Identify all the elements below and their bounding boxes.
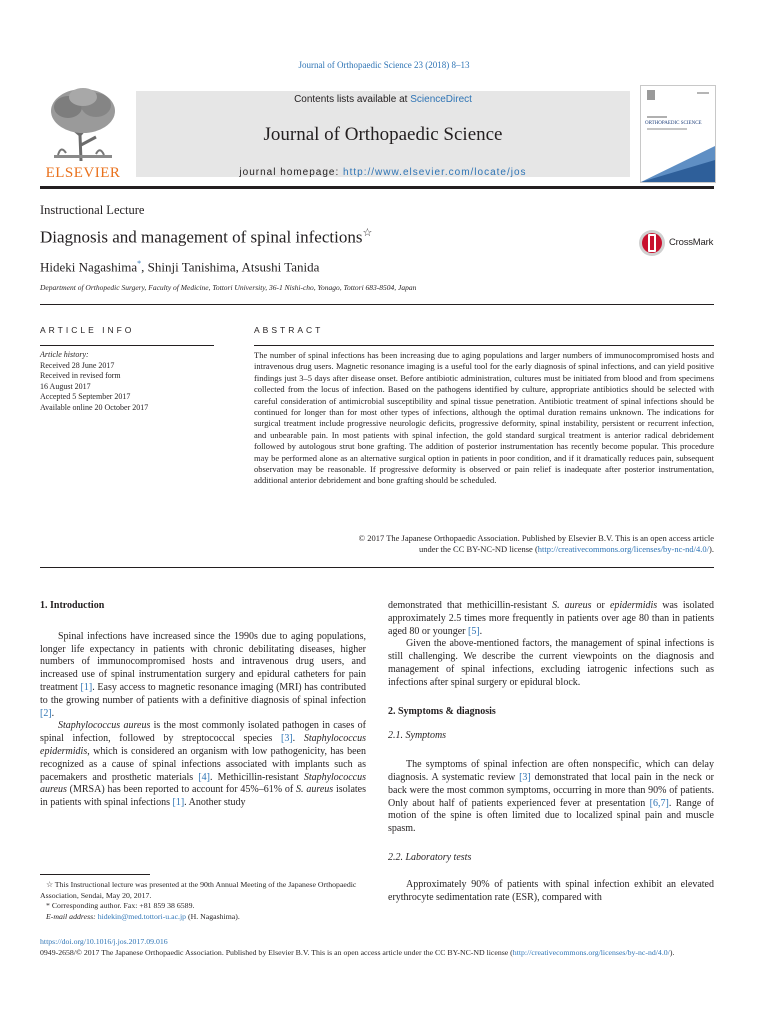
journal-cover-art [641,86,715,182]
body-column-left [40,600,366,810]
elsevier-logo[interactable] [40,85,126,183]
section-heading-introduction: 1. Introduction [40,600,105,611]
journal-reference[interactable]: Journal of Orthopaedic Science 23 (2018) 8–13 [298,60,470,70]
doi-link[interactable]: https://doi.org/10.1016/j.jos.2017.09.016 [40,937,168,946]
sciencedirect-link[interactable]: ScienceDirect [410,94,472,105]
issn-suffix: ). [669,948,675,957]
history-item: 16 August 2017 [40,381,91,391]
abstract-body: The number of spinal infections has been increasing due to aging populations and larger numbers of immunocompromised hosts and intravenous drug users. Magnetic resonance imaging is a useful tool for the early diagnosis of spinal infections, and can yield positive findings just 3–5 days after disease onset. Before antibiotic administration, cultures must be initiated from blood and from specimens collected from the locus of infection. Based on the pathogens identified by culture, appropriate antibiotics should be selected with careful consideration of antimicrobial susceptibility and spinal tissue penetration. Antibiotic treatment of spinal infections should be continued for longer than for most other types of infections, although the optimal duration remains unknown. The indications for surgical treatment include progressive neurologic deficits, progressive deformity, spinal instability, persistent or recurrent infection, and unbearable pain. In most patients with spinal infection, the gold standard surgical treatment is anterior radical debridement followed by autologous strut bone grafting. The addition of posterior instrumentation has recently become popular. This procedure may be performed alone as an alternative surgical option in patients in poor condition, and if it dramatically reduces pain, subsequent observation may be reasonable. If progressive deformity is observed or pain relief is inadequate after posterior instrumentation, additional anterior debridement and bone grafting should be scheduled. [254,350,714,486]
text-run: . Another study [184,797,246,809]
paragraph [40,720,366,810]
article-type: Instructional Lecture [40,203,145,217]
homepage-line [136,167,630,178]
footnote-corresponding: * Corresponding author. Fax: +81 859 38 6589. [46,901,195,910]
body-column-right [388,600,714,904]
paragraph: Approximately 90% of patients with spinal infection exhibit an elevated erythrocyte sedimentation rate (ESR), compared with [388,878,714,903]
journal-cover-thumbnail[interactable] [640,85,716,183]
email-label: E-mail address: [46,911,98,921]
affiliation-rule [40,304,714,305]
history-item: Accepted 5 September 2017 [40,392,131,401]
article-history [40,350,220,413]
citation-link[interactable]: [6,7] [649,797,669,809]
history-label: Article history: [40,350,89,359]
abstract-copyright [254,533,714,556]
cover-title: ORTHOPAEDIC SCIENCE [645,121,702,126]
article-info-rule [40,345,214,346]
citation-link[interactable]: [2] [40,707,52,719]
homepage-link[interactable]: http://www.elsevier.com/locate/jos [343,167,527,178]
author-list [40,259,319,275]
issn-copyright [40,948,714,959]
article-info-heading: ARTICLE INFO [40,325,135,335]
history-item: Received in revised form [40,371,121,380]
text-run: . Easy access to magnetic resonance imaging (MRI) has contributed to the growing number of patients with a definitive diagnosis of spinal infection [40,681,367,706]
author-affiliation: Department of Orthopedic Surgery, Faculty of Medicine, Tottori University, 36-1 Nishi-cho, Yonago, Tottori 683-8504, Japan [40,283,417,292]
license-link[interactable]: http://creativecommons.org/licenses/by-nc-nd/4.0/ [537,544,710,555]
text-run: isolates in patients with spinal infections [40,784,366,809]
crossmark-badge[interactable] [638,228,718,258]
license-line [254,544,714,555]
footnote-email [40,912,370,923]
header-rule [40,186,714,189]
contents-prefix: Contents lists available at [294,94,411,105]
journal-masthead [40,85,714,183]
species-name: epidermidis [609,600,658,611]
text-run: . Methicillin-resistant [209,771,304,783]
copyright-line: © 2017 The Japanese Orthopaedic Association. Published by Elsevier B.V. This is an open access article [358,533,714,543]
footnote-lecture: ☆ This Instructional lecture was presented at the 90th Annual Meeting of the Japanese Orthopaedic Association, Sendai, May 20, 2017. [40,880,357,900]
elsevier-tree-icon [46,85,120,163]
species-name: Staphylococcus epidermidis [40,733,367,757]
author-name: Hideki Nagashima [40,259,138,275]
species-name: Staphylococcus aureus [58,720,151,732]
text-run: . [479,625,483,637]
citation-link[interactable]: [3] [280,733,293,745]
citation-link[interactable]: [5] [467,625,480,637]
email-suffix: (H. Nagashima). [186,911,240,921]
article-title-text: Diagnosis and management of spinal infections [40,227,363,247]
text-run: The symptoms of spinal infection are often nonspecific, which can delay diagnosis. A systematic review [388,759,714,783]
journal-banner [136,91,630,177]
paragraph: Given the above-mentioned factors, the management of spinal infections is still challenging. We describe the current viewpoints on the diagnosis and management of spinal infections, excluding iatrogenic infections such as infections after spinal surgery or epidural block. [388,638,714,688]
homepage-prefix: journal homepage: [239,167,344,178]
footnotes [40,880,370,922]
text-run: demonstrated that local pain in the neck or back were the most common symptoms, occurring in more than 90% of patients. Only about half of patients experienced fever at presentation [388,771,714,809]
text-run: demonstrated that methicillin-resistant [388,600,553,611]
subsection-heading-laboratory-tests: 2.2. Laboratory tests [388,851,472,863]
abstract-heading: ABSTRACT [254,325,324,335]
issn-license-link[interactable]: http://creativecommons.org/licenses/by-nc-nd/4.0/ [512,948,670,957]
license-prefix: under the CC BY-NC-ND license ( [419,544,538,555]
citation-link[interactable]: [1] [172,797,185,809]
text-run: . [51,707,55,719]
paragraph [388,600,714,638]
text-run: Spinal infections have increased since the 1990s due to aging populations, longer life expectancy in patients with chronic debilitating diseases, higher numbers of immunocompromised hosts and intravenous drug users, and increased use of spinal instrumentation surgery and epidural catheters for pain treatment [40,630,366,693]
subsection-heading-symptoms: 2.1. Symptoms [388,730,447,742]
email-link[interactable]: hidekin@med.tottori-u.ac.jp [97,911,187,921]
text-run: , which is considered an organism with low pathogenicity, has been recognized as a cause of spinal infections associated with implants such as pacemakers and prosthetic materials [40,745,366,783]
footnote-rule [40,874,150,875]
issn-text: 0949-2658/© 2017 The Japanese Orthopaedic Association. Published by Elsevier B.V. This is an open access article under the CC BY-NC-ND license ( [40,948,513,957]
title-footnote-mark[interactable]: ☆ [362,227,373,239]
paragraph [388,759,714,836]
corresponding-author-mark[interactable]: * [137,259,142,268]
text-run: . Range of motion of the spine is often limited due to localized spinal pain and muscle spasm. [388,797,714,835]
elsevier-wordmark: ELSEVIER [45,165,121,181]
text-run: . [292,733,304,745]
journal-title: Journal of Orthopaedic Science [263,124,503,145]
author-names-rest: , Shinji Tanishima, Atsushi Tanida [141,259,320,275]
history-item: Received 28 June 2017 [40,360,115,370]
contents-line [136,94,630,105]
text-run: or [591,600,610,611]
species-name: S. aureus [296,784,334,796]
license-suffix: ). [709,544,714,555]
species-name: Staphylococcus aureus [40,771,367,796]
article-title [40,226,372,248]
abstract-rule [254,345,714,346]
citation-link[interactable]: [1] [80,681,93,693]
text-run: (MRSA) has been reported to account for 45%–61% of [66,784,297,796]
citation-link[interactable]: [4] [198,771,210,783]
abstract-bottom-rule [40,567,714,568]
history-item: Available online 20 October 2017 [40,402,149,412]
text-run: was isolated approximately 2.5 times more frequently in patients over age 80 than in patients aged 80 or younger [388,600,714,637]
text-run: is the most commonly isolated pathogen in cases of spinal infection, followed by streptococcal species [40,720,366,745]
crossmark-label: CrossMark [669,237,714,248]
species-name: S. aureus [552,600,592,611]
crossmark-icon [638,228,666,258]
section-heading-symptoms-diagnosis: 2. Symptoms & diagnosis [388,705,496,717]
citation-link[interactable]: [3] [519,771,531,783]
paragraph [40,631,366,721]
